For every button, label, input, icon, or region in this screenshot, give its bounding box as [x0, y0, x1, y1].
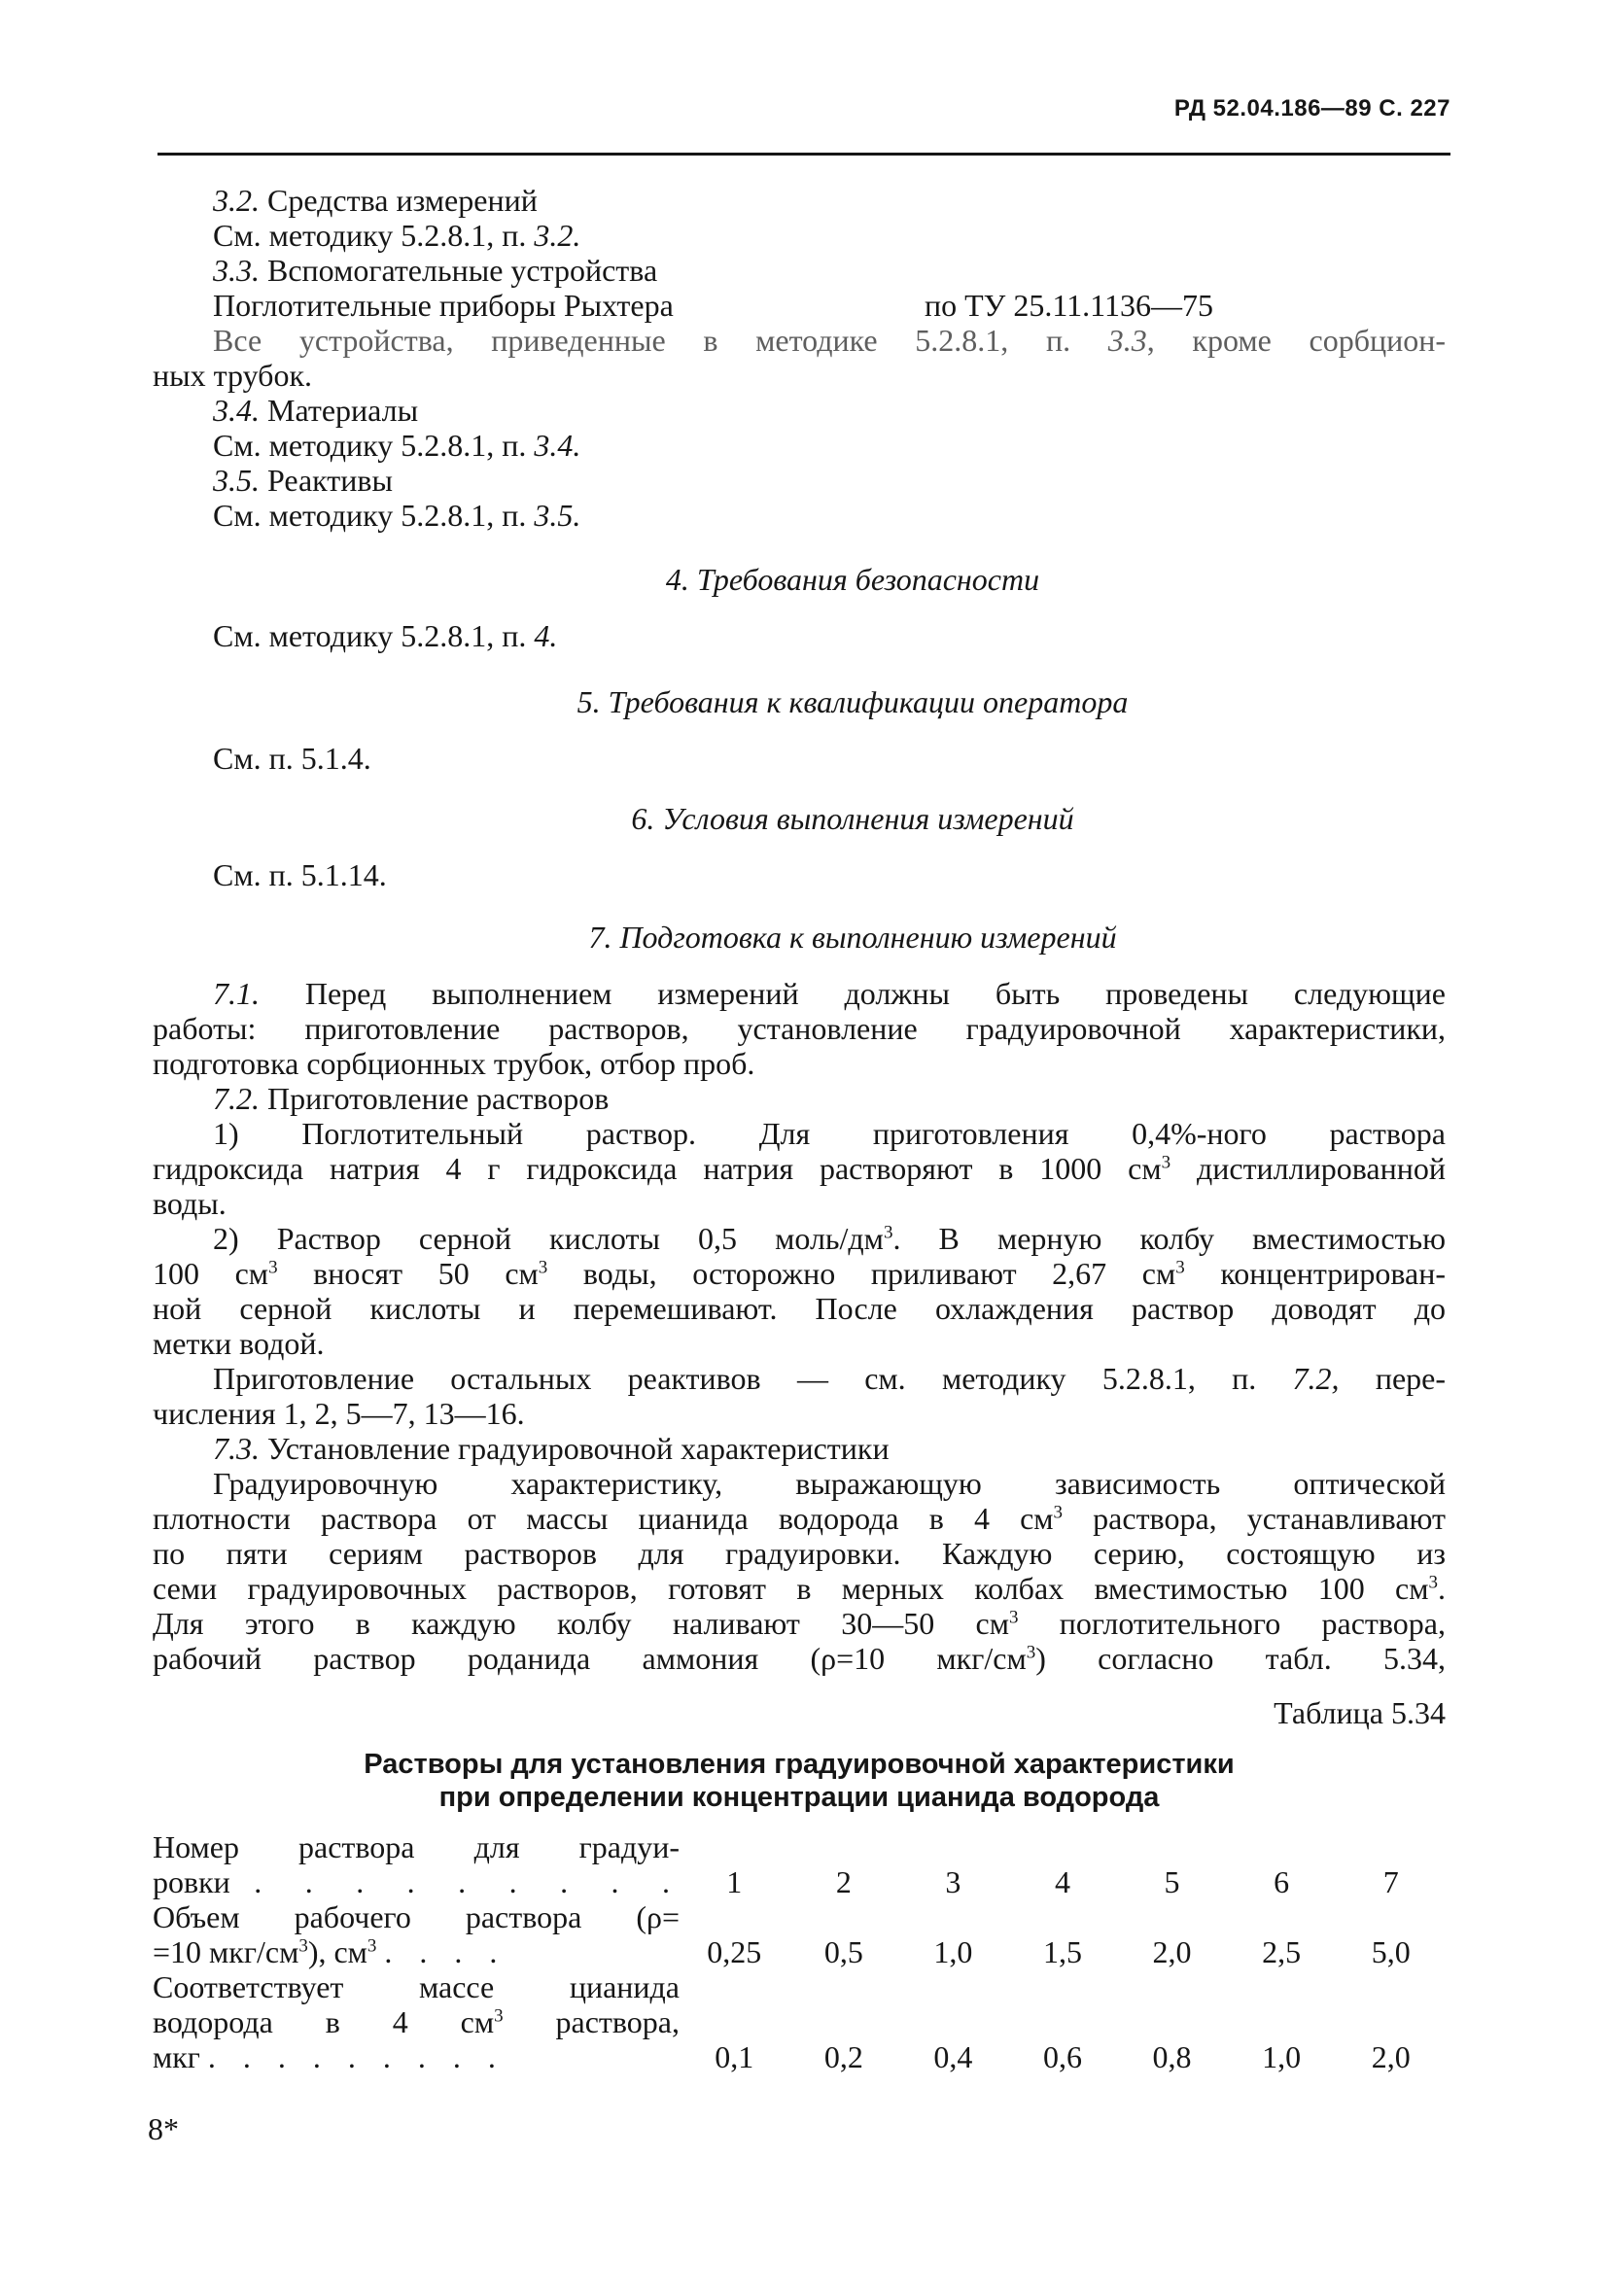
table-row: [153, 1829, 1446, 1899]
section-title: Установление градуировочной характеристики: [267, 1431, 890, 1466]
label-line: [153, 2004, 680, 2039]
table-cell: 0,1: [715, 2039, 754, 2074]
item1-line-2: [153, 1151, 1446, 1186]
section-number: 3.4.: [213, 393, 260, 428]
footer-mark: 8*: [148, 2111, 179, 2146]
text: водорода в 4 см: [153, 2004, 495, 2039]
section-5-heading: 5. Требования к квалификации оператора: [576, 684, 1129, 719]
text: раствора, устанавливают: [1063, 1501, 1447, 1536]
section-title: Материалы: [267, 393, 419, 428]
section-number: 3.3.: [213, 253, 260, 288]
other-reagents-line-2: числения 1, 2, 5—7, 13—16.: [153, 1396, 525, 1431]
document-body: [153, 183, 1446, 2074]
text: Приготовление остальных реактивов — см. методику 5.2.8.1, п.: [213, 1361, 1293, 1396]
note-text-end: , кроме сорбцион-: [1146, 323, 1447, 358]
table-cell: 0,4: [933, 2039, 973, 2074]
text: мкг: [153, 2039, 200, 2074]
grad-line-6: [153, 1641, 1446, 1676]
superscript: 3: [1026, 1642, 1036, 1663]
section-number: 3.2.: [213, 183, 260, 218]
section-4-text: [153, 618, 1446, 653]
ref-number: 3.5.: [534, 498, 581, 533]
p73-title: [153, 1431, 1446, 1466]
device-row: [153, 288, 1446, 323]
text: раствора,: [503, 2004, 681, 2039]
item1-line-3: воды.: [153, 1186, 227, 1221]
section-7-heading: 7. Подготовка к выполнению измерений: [588, 920, 1117, 955]
section-6-text: См. п. 5.1.14.: [213, 857, 387, 892]
item2-line-1: [153, 1221, 1446, 1256]
table-title: [153, 1748, 1446, 1814]
calibration-table: [153, 1829, 1446, 2074]
text: вносят 50 см: [277, 1256, 539, 1291]
label-line: [153, 1864, 680, 1899]
table-cell: 1,5: [1042, 1934, 1082, 1969]
table-cell: 2,0: [1371, 2039, 1411, 2074]
ref-number: 3.4.: [534, 428, 581, 463]
leader-dots: . . . . . . . . .: [207, 2039, 506, 2074]
table-cell: 7: [1382, 1864, 1399, 1899]
grad-line-2: [153, 1501, 1446, 1536]
section-3-3-note: [153, 323, 1446, 358]
superscript: 3: [883, 1222, 893, 1243]
table-caption: Таблица 5.34: [1274, 1695, 1446, 1730]
section-3-3-note-cont: ных трубок.: [153, 358, 312, 393]
table-cell: 0,5: [823, 1934, 863, 1969]
ref-text: См. методику 5.2.8.1, п.: [213, 428, 535, 463]
section-number: 7.1.: [213, 976, 260, 1011]
text: дистиллированной: [1170, 1151, 1447, 1186]
section-4-heading: 4. Требования безопасности: [665, 562, 1040, 597]
row-label: [153, 1969, 680, 2074]
section-3-5-ref: [153, 498, 1446, 533]
ref-text: См. методику 5.2.8.1, п.: [213, 618, 535, 653]
item2-line-3: ной серной кислоты и перемешивают. После охлаждения раствор доводят до: [153, 1291, 1446, 1326]
item2-line-2: [153, 1256, 1446, 1291]
text: Для этого в каждую колбу наливают 30—50 см: [153, 1606, 1009, 1641]
text: ), см: [307, 1934, 367, 1969]
label-line: [153, 1934, 680, 1969]
table-cell: 0,2: [823, 2039, 863, 2074]
section-title: Вспомогательные устройства: [267, 253, 658, 288]
table-cell: 6: [1274, 1864, 1290, 1899]
table-cell: 2,0: [1152, 1934, 1192, 1969]
table-cell: 2: [835, 1864, 852, 1899]
p72-title: [153, 1081, 1446, 1116]
text: рабочий раствор роданида аммония (ρ=10 мкг/см: [153, 1641, 1027, 1676]
table-cell: 4: [1054, 1864, 1070, 1899]
section-3-5-title: [153, 463, 1446, 498]
label-line: [153, 2039, 680, 2074]
superscript: 3: [494, 2005, 504, 2027]
section-title: Реактивы: [267, 463, 394, 498]
section-6-heading: 6. Условия выполнения измерений: [631, 801, 1074, 836]
text: воды, осторожно приливают 2,67 см: [547, 1256, 1176, 1291]
row-label: [153, 1829, 680, 1899]
grad-line-3: по пяти сериям растворов для градуировки. Каждую серию, состоящую из: [153, 1536, 1446, 1571]
text: ровки: [153, 1864, 230, 1899]
leader-dots: . . . . . . . . .: [254, 1864, 680, 1899]
grad-line-1: Градуировочную характеристику, выражающую зависимость оптической: [213, 1466, 1446, 1501]
ref-number: 7.2,: [1292, 1361, 1340, 1396]
text: поглотительного раствора,: [1018, 1606, 1446, 1641]
ref-text: См. методику 5.2.8.1, п.: [213, 498, 535, 533]
superscript: 3: [268, 1257, 278, 1278]
table-cell: 5: [1164, 1864, 1180, 1899]
table-cell: 5,0: [1371, 1934, 1411, 1969]
section-3-3-title: [153, 253, 1446, 288]
section-title: Приготовление растворов: [267, 1081, 610, 1116]
text: =10 мкг/см: [153, 1934, 299, 1969]
superscript: 3: [1053, 1502, 1064, 1523]
section-3-2-title: [153, 183, 1446, 218]
other-reagents-line-1: [153, 1361, 1446, 1396]
label-line: Объем рабочего раствора (ρ=: [153, 1899, 680, 1934]
table-title-line-2: при определении концентрации цианида водорода: [438, 1782, 1160, 1813]
section-number: 7.3.: [213, 1431, 260, 1466]
grad-line-5: [153, 1606, 1446, 1641]
table-cell: 2,5: [1262, 1934, 1302, 1969]
section-3-2-ref: [153, 218, 1446, 253]
page-header: РД 52.04.186—89 С. 227: [1173, 95, 1450, 122]
superscript: 3: [1175, 1257, 1185, 1278]
table-cell: 0,25: [707, 1934, 762, 1969]
item1-line-1: 1) Поглотительный раствор. Для приготовления 0,4%-ного раствора: [213, 1116, 1446, 1151]
device-name: Поглотительные приборы Рыхтера: [213, 288, 674, 323]
header-rule: [157, 153, 1450, 156]
table-title-line-1: Растворы для установления градуировочной характеристики: [364, 1749, 1235, 1780]
text: ) согласно табл. 5.34,: [1035, 1641, 1447, 1676]
text: пере-: [1339, 1361, 1447, 1396]
p71-line-2: работы: приготовление растворов, установление градуировочной характеристики,: [153, 1011, 1446, 1046]
superscript: 3: [367, 1935, 377, 1957]
superscript: 3: [298, 1935, 308, 1957]
label-line: Соответствует массе цианида: [153, 1969, 680, 2004]
table-cell: 0,6: [1042, 2039, 1082, 2074]
device-spec: по ТУ 25.11.1136—75: [925, 288, 1213, 323]
section-5-text: См. п. 5.1.4.: [213, 741, 371, 776]
table-cell: 3: [945, 1864, 961, 1899]
grad-line-4: [153, 1571, 1446, 1606]
section-number: 3.5.: [213, 463, 260, 498]
note-text: Все устройства, приведенные в методике 5.2.8.1, п.: [213, 323, 1108, 358]
superscript: 3: [538, 1257, 548, 1278]
leader-dots: . . . .: [384, 1934, 507, 1969]
text: 2) Раствор серной кислоты 0,5 моль/дм: [213, 1221, 884, 1256]
p71-line-3: подготовка сорбционных трубок, отбор проб.: [153, 1046, 755, 1081]
section-title: Средства измерений: [267, 183, 538, 218]
superscript: 3: [1008, 1607, 1019, 1628]
section-number: 7.2.: [213, 1081, 260, 1116]
ref-number: 4.: [534, 618, 558, 653]
text: 100 см: [153, 1256, 269, 1291]
item2-line-4: метки водой.: [153, 1326, 325, 1361]
text: .: [1438, 1571, 1446, 1606]
text: плотности раствора от массы цианида водорода в 4 см: [153, 1501, 1054, 1536]
table-cell: 1: [726, 1864, 743, 1899]
row-label: [153, 1899, 680, 1969]
text: гидроксида натрия 4 г гидроксида натрия растворяют в 1000 см: [153, 1151, 1162, 1186]
section-3-4-title: [153, 393, 1446, 428]
superscript: 3: [1428, 1572, 1438, 1593]
text: . В мерную колбу вместимостью: [892, 1221, 1447, 1256]
table-row: [153, 1899, 1446, 1969]
superscript: 3: [1161, 1152, 1171, 1173]
table-cell: 1,0: [933, 1934, 973, 1969]
text: семи градуировочных растворов, готовят в мерных колбах вместимостью 100 см: [153, 1571, 1429, 1606]
table-row: [153, 1969, 1446, 2074]
ref-number: 3.2.: [534, 218, 581, 253]
table-cell: 0,8: [1152, 2039, 1192, 2074]
table-cell: 1,0: [1262, 2039, 1302, 2074]
note-number: 3.3: [1107, 323, 1147, 358]
section-3-4-ref: [153, 428, 1446, 463]
p71-line-1: [153, 976, 1446, 1011]
ref-text: См. методику 5.2.8.1, п.: [213, 218, 535, 253]
label-line: Номер раствора для градуи-: [153, 1829, 680, 1864]
paragraph-text: Перед выполнением измерений должны быть проведены следующие: [304, 976, 1447, 1011]
text: концентрирован-: [1184, 1256, 1447, 1291]
